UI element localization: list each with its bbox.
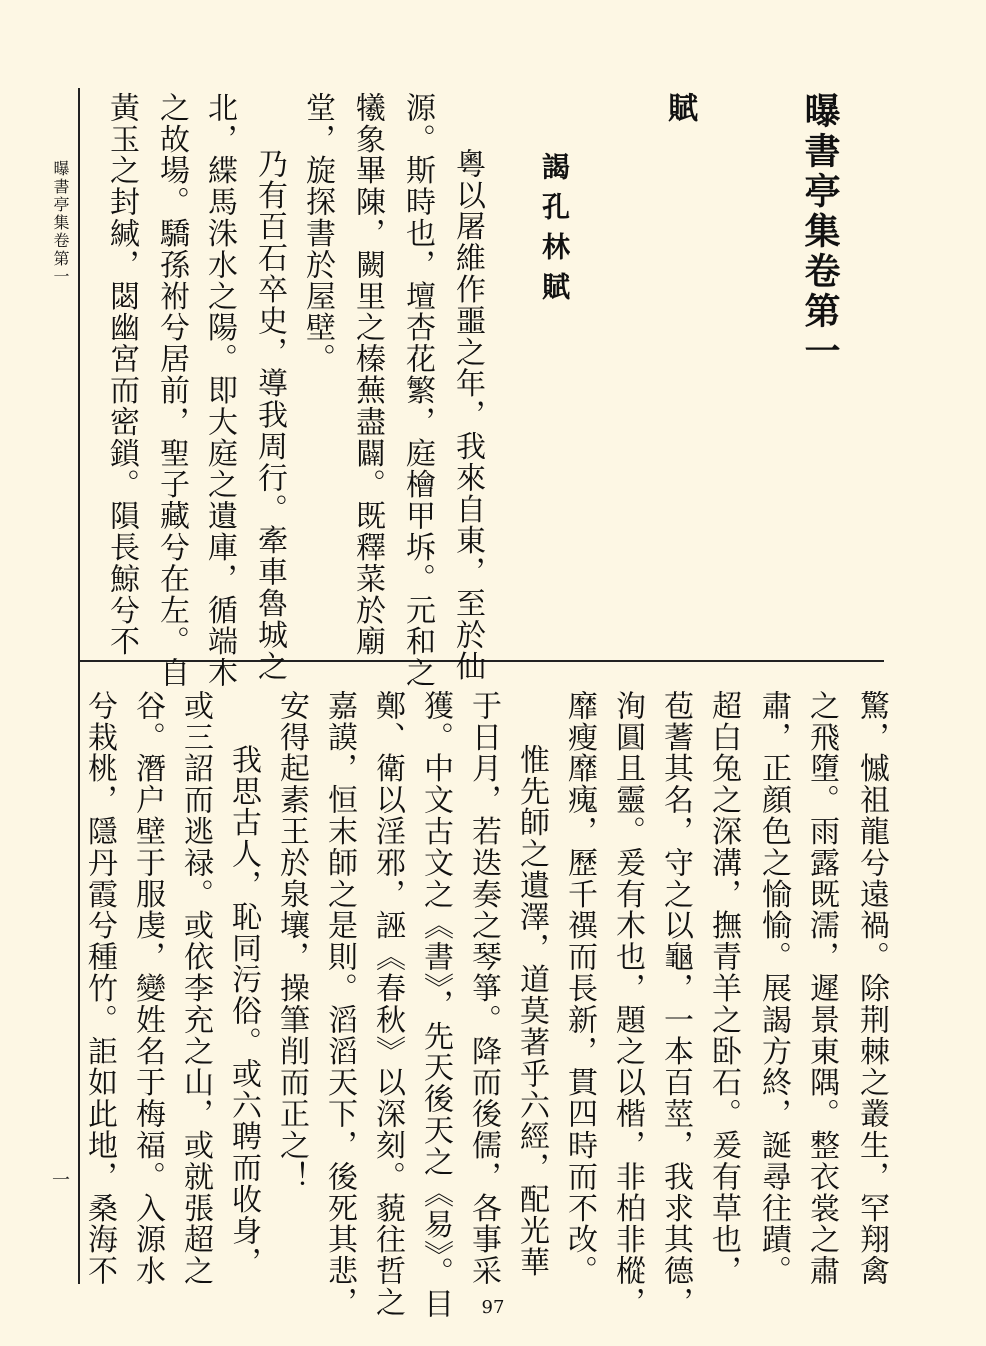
text-column: 犧象畢陳，闕里之榛蕪盡闢。既釋菜於廟 xyxy=(350,92,385,658)
text-column: 超白兔之深溝，撫青羊之卧石。爰有草也， xyxy=(706,690,741,1287)
text-column: 之故場。驕孫袝兮居前，聖子藏兮在左。自 xyxy=(154,92,189,689)
text-column: 安得起素王於泉壤，操筆削而正之！ xyxy=(274,690,309,1193)
text-column: 黃玉之封緘，閟幽宮而密鎖。隕長鯨兮不 xyxy=(104,92,139,658)
text-column: 洵圓且靈。爰有木也，題之以楷，非柏非樅， xyxy=(610,690,645,1318)
page-number: 97 xyxy=(481,1297,505,1318)
text-column: 嘉謨，恒末師之是則。滔滔天下，後死其悲， xyxy=(322,690,357,1318)
text-column: 兮栽桃，隱丹霞兮種竹。詎如此地，桑海不 xyxy=(82,690,117,1287)
genre-heading: 賦 xyxy=(662,92,697,122)
book-title: 曝書亭集卷第一 xyxy=(799,92,841,372)
folio-number: 一 xyxy=(52,1170,70,1191)
text-column: 北，緤馬洙水之陽。即大庭之遺庫，循端木 xyxy=(202,92,237,689)
text-column: 堂，旋探書於屋壁。 xyxy=(300,92,335,375)
left-margin-rule xyxy=(78,88,80,1284)
text-column: 或三詔而逃禄。或依李充之山，或就張超之 xyxy=(178,690,213,1287)
text-column: 之飛墮。雨露既濡，遲景東隅。整衣裳之肅 xyxy=(804,690,839,1287)
text-column: 靡瘦靡瘣，歷千禩而長新，貫四時而不改。 xyxy=(562,690,597,1287)
text-column: 谷。潛户壁于服虔，變姓名于梅福。入源水 xyxy=(130,690,165,1287)
text-column: 我思古人，恥同污俗。或六聘而收身， xyxy=(226,744,261,1278)
running-title: 曝書亭集卷第一 xyxy=(51,160,70,286)
text-column: 肅，正顔色之愉愉。展謁方終，誕尋往蹟。 xyxy=(756,690,791,1287)
text-column: 獲。中文古文之《書》，先天後天之《易》。目 xyxy=(418,690,453,1320)
text-column: 乃有百石卒史，導我周行。牽車魯城之 xyxy=(252,148,287,682)
text-column: 惟先師之遺澤，道莫著乎六經，配光華 xyxy=(514,744,549,1278)
text-column: 苞蓍其名，守之以龜，一本百莖，我求其德， xyxy=(658,690,693,1318)
piece-title: 謁孔林賦 xyxy=(538,152,571,312)
text-column: 粵以屠維作噩之年，我來自東，至於仙 xyxy=(450,148,485,682)
text-column: 于日月，若迭奏之琴箏。降而後儒，各事采 xyxy=(466,690,501,1287)
text-column: 驚，慽祖龍兮遠禍。除荆棘之叢生，罕翔禽 xyxy=(854,690,889,1287)
text-column: 鄭、衛以淫邪，誣《春秋》以深刻。藐往哲之 xyxy=(370,690,405,1318)
text-column: 源。斯時也，壇杏花繁，庭檜甲坼。元和之 xyxy=(400,92,435,689)
